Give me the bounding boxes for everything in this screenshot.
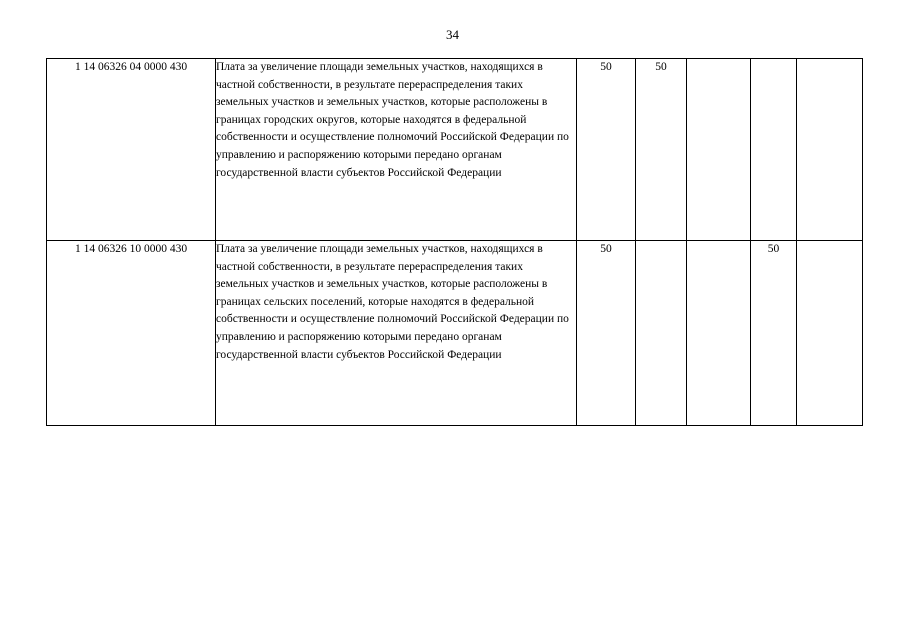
value-cell-4: 50 (751, 241, 797, 426)
kbk-code-cell: 1 14 06326 10 0000 430 (47, 241, 216, 426)
value-cell-4 (751, 59, 797, 241)
value-cell-3 (687, 59, 751, 241)
value-cell-1: 50 (577, 241, 636, 426)
value-cell-3 (687, 241, 751, 426)
income-description-cell: Плата за увеличение площади земельных участков, находящихся в частной собственности, в результате перераспределения таких земельных участков и земельных участков, которые расположены в границах городских округов, которые находятся в федеральной собственности и осуществление полномочий Российской Федерации по управлению и распоряжению которыми передано органам государственной власти субъектов Российской Федерации (216, 59, 577, 241)
value-cell-1: 50 (577, 59, 636, 241)
table-row (47, 59, 863, 241)
income-description-cell: Плата за увеличение площади земельных участков, находящихся в частной собственности, в результате перераспределения таких земельных участков и земельных участков, которые расположены в границах сельских поселений, которые находятся в федеральной собственности и осуществление полномочий Российской Федерации по управлению и распоряжению которыми передано органам государственной власти субъектов Российской Федерации (216, 241, 577, 426)
page-number: 34 (446, 27, 459, 42)
budget-table (46, 58, 863, 426)
kbk-code-cell: 1 14 06326 04 0000 430 (47, 59, 216, 241)
value-cell-5 (797, 241, 863, 426)
value-cell-2 (636, 241, 687, 426)
value-cell-2: 50 (636, 59, 687, 241)
table-row (47, 241, 863, 426)
value-cell-5 (797, 59, 863, 241)
